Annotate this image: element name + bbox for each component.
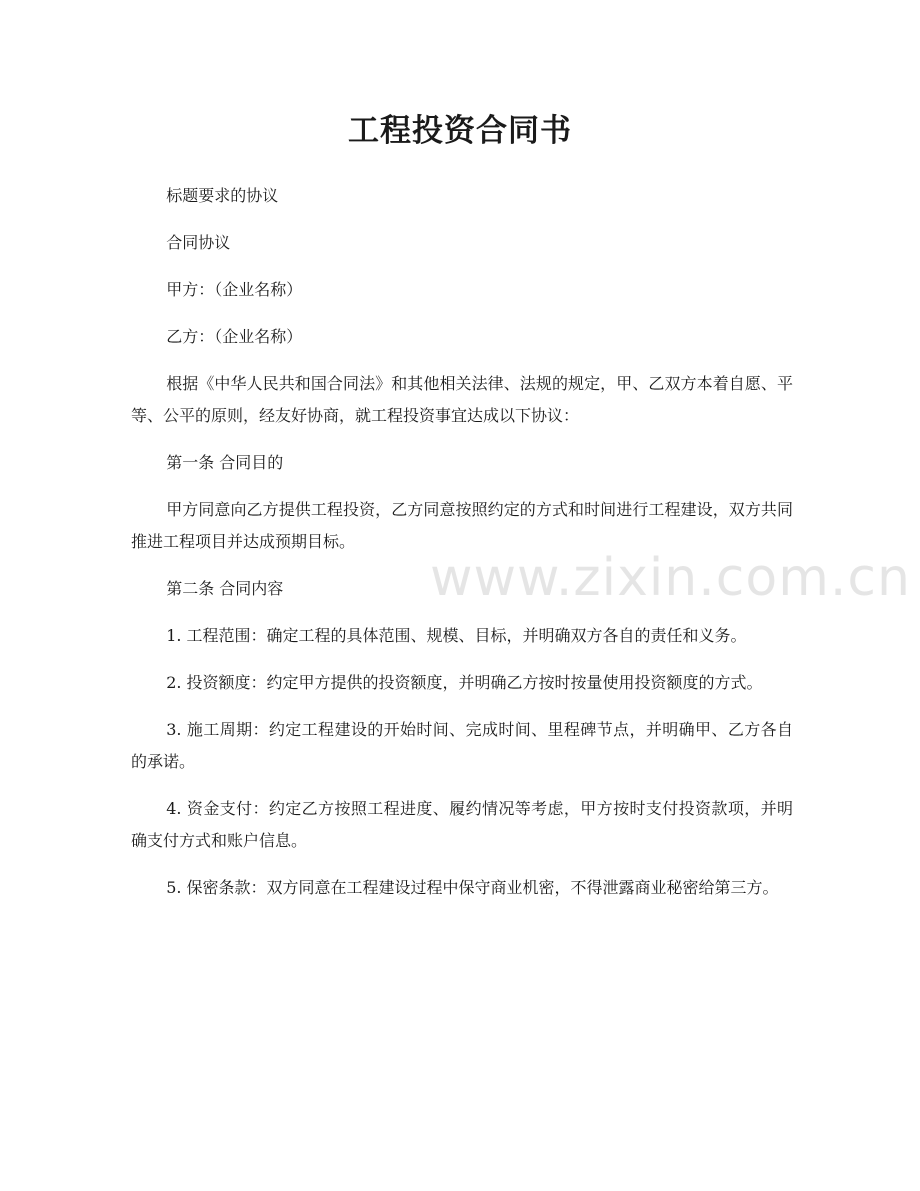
document-body bbox=[131, 180, 793, 919]
paragraph-agreement-label: 合同协议 bbox=[166, 233, 231, 252]
paragraph-article-1-heading: 第一条 合同目的 bbox=[166, 453, 284, 472]
paragraph-item-2: 2. 投资额度：约定甲方提供的投资额度，并明确乙方按时按量使用投资额度的方式。 bbox=[166, 673, 763, 692]
paragraph-item-4: 4. 资金支付：约定乙方按照工程进度、履约情况等考虑，甲方按时支付投资款项，并明确支付方式和账户信息。 bbox=[131, 799, 793, 850]
paragraph-article-2-heading: 第二条 合同内容 bbox=[166, 579, 284, 598]
document-title: 工程投资合同书 bbox=[348, 113, 572, 149]
paragraph-party-b: 乙方：（企业名称） bbox=[166, 327, 303, 346]
paragraph-item-5: 5. 保密条款：双方同意在工程建设过程中保守商业机密，不得泄露商业秘密给第三方。 bbox=[166, 878, 779, 897]
paragraph-heading-note: 标题要求的协议 bbox=[166, 186, 279, 205]
paragraph-item-3: 3. 施工周期：约定工程建设的开始时间、完成时间、里程碑节点，并明确甲、乙方各自的承诺。 bbox=[131, 720, 793, 771]
watermark-text: www.zixin.com.cn bbox=[430, 548, 911, 608]
paragraph-article-1-body: 甲方同意向乙方提供工程投资，乙方同意按照约定的方式和时间进行工程建设，双方共同推进工程项目并达成预期目标。 bbox=[131, 500, 793, 551]
paragraph-party-a: 甲方：（企业名称） bbox=[166, 280, 303, 299]
paragraph-item-1: 1. 工程范围：确定工程的具体范围、规模、目标，并明确双方各自的责任和义务。 bbox=[166, 626, 747, 645]
paragraph-preamble: 根据《中华人民共和国合同法》和其他相关法律、法规的规定，甲、乙双方本着自愿、平等、公平的原则，经友好协商，就工程投资事宜达成以下协议： bbox=[131, 374, 793, 425]
